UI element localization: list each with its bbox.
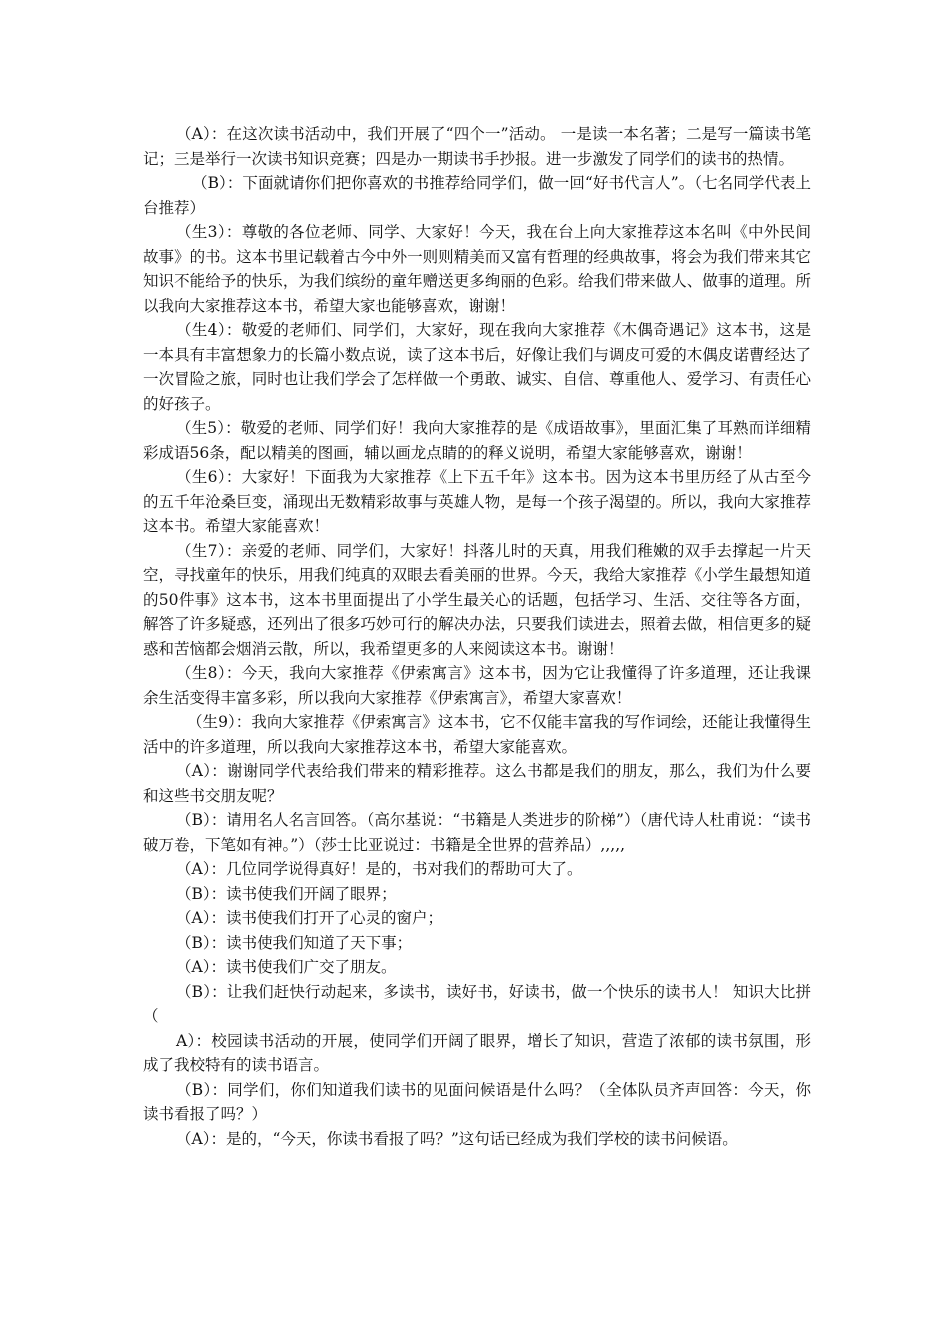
paragraph-student-6: （生6）：大家好！下面我为大家推荐《上下五千年》这本书。因为这本书里历经了从古至今的五千年沧桑巨变，涌现出无数精彩故事与英雄人物，是每一个孩子渴望的。所以，我向大家推荐这本书。希望大家能喜欢！ [143, 468, 811, 535]
paragraph-line-a-1: （A）：几位同学说得真好！是的，书对我们的帮助可大了。 [176, 860, 583, 878]
paragraph-student-3: （生3）：尊敬的各位老师、同学、大家好！今天，我在台上向大家推荐这本名叫《中外民间故事》的书。这本书里记载着古今中外一则则精美而又富有哲理的经典故事，将会为我们带来其它知识不能给予的快乐，为我们缤纷的童年赠送更多绚丽的色彩。给我们带来做人、做事的道理。所以我向大家推荐这本书，希望大家也能够喜欢，谢谢！ [143, 223, 811, 315]
paragraph-student-8: （生8）：今天，我向大家推荐《伊索寓言》这本书，因为它让我懂得了许多道理，还让我课余生活变得丰富多彩，所以我向大家推荐《伊索寓言》，希望大家喜欢！ [143, 664, 811, 707]
paragraph-thanks: （A）：谢谢同学代表给我们带来的精彩推荐。这么书都是我们的朋友，那么，我们为什么要和这些书交朋友呢？ [143, 762, 811, 805]
document-body [143, 122, 811, 1151]
paragraph-greeting-question: （B）：同学们，你们知道我们读书的见面问候语是什么吗？（全体队员齐声回答：今天，你读书看报了吗？） [143, 1080, 811, 1123]
paragraph-campus-reading: A）：校园读书活动的开展，使同学们开阔了眼界，增长了知识，营造了浓郁的读书氛围，形成了我校特有的读书语言。 [143, 1031, 811, 1074]
paragraph-line-a-3: （A）：读书使我们广交了朋友。 [176, 958, 397, 976]
paragraph-student-4: （生4）：敬爱的老师们、同学们，大家好，现在我向大家推荐《木偶奇遇记》这本书，这是一本具有丰富想象力的长篇小数点说，读了这本书后，好像让我们与调皮可爱的木偶皮诺曹经达了一次冒险之旅，同时也让我们学会了怎样做一个勇敢、诚实、自信、尊重他人、爱学习、有责任心的好孩子。 [143, 321, 811, 413]
paragraph-student-7: （生7）：亲爱的老师、同学们，大家好！抖落儿时的天真，用我们稚嫩的双手去撑起一片天空，寻找童年的快乐，用我们纯真的双眼去看美丽的世界。今天，我给大家推荐《小学生最想知道的50件事》这本书，这本书里面提出了小学生最关心的话题，包括学习、生活、交往等各方面，解答了许多疑惑，还列出了很多巧妙可行的解决办法，只要我们读进去，照着去做，相信更多的疑惑和苦恼都会烟消云散，所以，我希望更多的人来阅读这本书。谢谢！ [143, 541, 811, 658]
paragraph-line-b-1: （B）：读书使我们开阔了眼界； [176, 884, 397, 903]
paragraph-book-ambassador: （B）：下面就请你们把你喜欢的书推荐给同学们，做一回“好书代言人”。（七名同学代表上台推荐） [143, 174, 811, 217]
paragraph-call-to-action: （B）：让我们赶快行动起来，多读书，读好书，好读书，做一个快乐的读书人！ 知识大比拼 （ [143, 982, 811, 1025]
paragraph-famous-quotes: （B）：请用名人名言回答。（高尔基说：“书籍是人类进步的阶梯”）（唐代诗人杜甫说：“读书破万卷，下笔如有神。”）（莎士比亚说过：书籍是全世界的营养品）,,,,, [143, 811, 811, 854]
paragraph-greeting-answer: （A）：是的，“今天，你读书看报了吗？”这句话已经成为我们学校的读书问候语。 [176, 1129, 738, 1148]
paragraph-line-b-2: （B）：读书使我们知道了天下事； [176, 933, 413, 952]
paragraph-line-a-2: （A）：读书使我们打开了心灵的窗户； [176, 909, 443, 927]
paragraph-intro-activities: （A）：在这次读书活动中，我们开展了“四个一”活动。 一是读一本名著；二是写一篇读书笔记；三是举行一次读书知识竞赛；四是办一期读书手抄报。进一步激发了同学们的读书的热情。 [143, 125, 811, 168]
paragraph-student-9: （生9）：我向大家推荐《伊索寓言》这本书，它不仅能丰富我的写作词绘，还能让我懂得生活中的许多道理，所以我向大家推荐这本书，希望大家能喜欢。 [143, 713, 811, 756]
paragraph-student-5: （生5）：敬爱的老师、同学们好！我向大家推荐的是《成语故事》，里面汇集了耳熟而详细精彩成语56条，配以精美的图画，辅以画龙点睛的的释义说明，希望大家能够喜欢，谢谢！ [143, 419, 811, 462]
